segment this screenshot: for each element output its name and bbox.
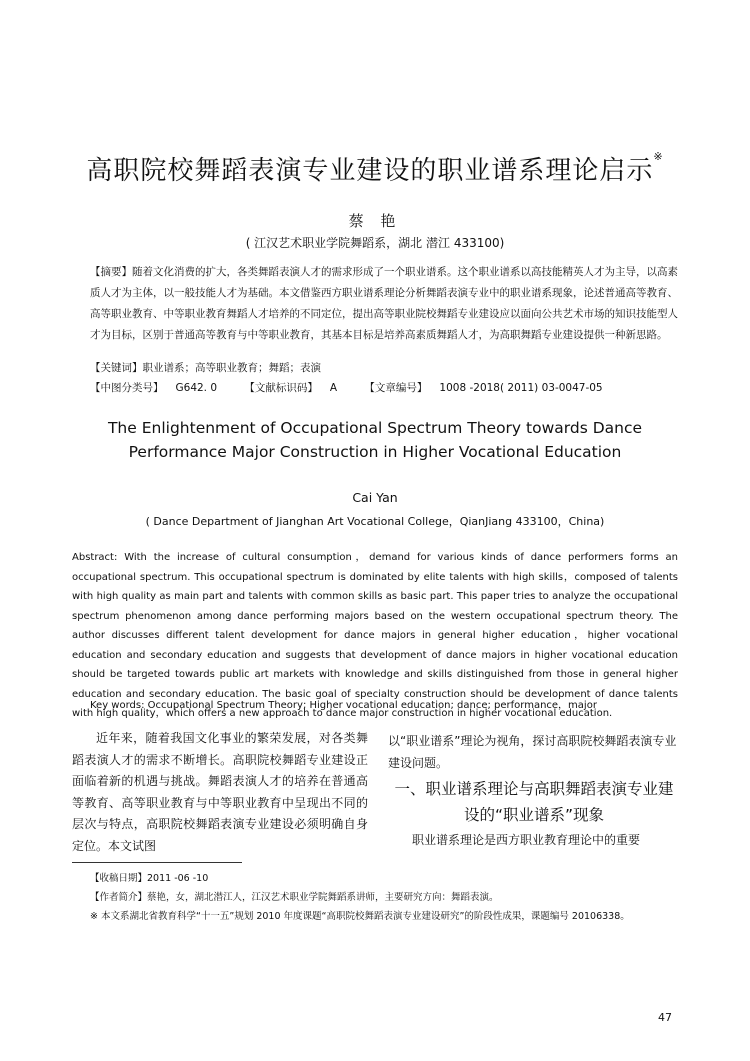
author-en: Cai Yan: [352, 490, 398, 505]
title-footnote-mark: ※: [653, 150, 664, 163]
title-en: The Enlightenment of Occupational Spectrum Theory towards Dance Performance Major Construction in Higher Vocational Education: [107, 419, 643, 461]
keywords-en-text: Occupational Spectrum Theory; Higher vocational education; dance; performance，major: [147, 700, 597, 711]
body-left-column: 近年来，随着我国文化事业的繁荣发展，对各类舞蹈表演人才的需求不断增长。高职院校舞蹈专业建设正面临着新的机遇与挑战。舞蹈表演人才的培养在普通高等教育、高等职业教育与中等职业教育中呈现出不同的层次与特点，高职院校舞蹈表演专业建设必须明确自身定位。本文试图: [72, 731, 368, 853]
footnote-divider: [72, 862, 242, 863]
article-no-field: 【文章编号】 1008 -2018( 2011) 03-0047-05: [364, 382, 603, 394]
title-cn: 高职院校舞蹈表演专业建设的职业谱系理论启示※: [86, 150, 664, 186]
keywords-cn-text: 职业谱系；高等职业教育；舞蹈；表演: [142, 362, 321, 374]
body-right-column-top: 以“职业谱系”理论为视角，探讨高职院校舞蹈表演专业建设问题。: [388, 734, 677, 770]
clc-field: 【中图分类号】 G642. 0: [90, 382, 218, 394]
keywords-en: [90, 696, 678, 711]
affiliation-en: ( Dance Department of Jianghan Art Vocational College，QianJiang 433100，China): [145, 515, 605, 528]
body-right-column-bottom: 职业谱系理论是西方职业教育理论中的重要: [412, 833, 641, 847]
abstract-cn: [90, 262, 678, 346]
footnote-received: 【收稿日期】2011 -06 -10: [90, 873, 209, 884]
affiliation-cn: ( 江汉艺术职业学院舞蹈系，湖北 潜江 433100): [245, 236, 505, 250]
classification-line: [90, 380, 678, 395]
abstract-cn-label: 【摘要】: [90, 266, 132, 278]
author-cn: 蔡 艳: [348, 212, 402, 230]
footnote-author: 【作者简介】蔡艳，女，湖北潜江人，江汉艺术职业学院舞蹈系讲师，主要研究方向：舞蹈表演。: [90, 892, 499, 903]
abstract-en-text: With the increase of cultural consumption，demand for various kinds of dance performers forms an occupational spectrum. This occupational spectrum is dominated by elite talents with high skills，composed of talents with high quality as main part and talents with common skills as basic part. This paper tries to analyze the occupational spectrum phenomenon among dance performing majors based on the western occupational spectrum theory. The author discusses different talent development for dance majors in general higher education，higher vocational education and secondary education and suggests that development of dance majors in higher vocational education should be targeted towards public art markets with knowledge and skills distinguished from those in general higher education and secondary education. The basic goal of specialty construction should be development of dance talents with high quality，which offers a new approach to dance major construction in higher vocational education.: [72, 552, 678, 719]
doc-code-field: 【文献标识码】 A: [244, 382, 338, 394]
page-number: 47: [658, 1011, 672, 1024]
abstract-cn-text: 随着文化消费的扩大，各类舞蹈表演人才的需求形成了一个职业谱系。这个职业谱系以高技能精英人才为主导，以高素质人才为主体，以一般技能人才为基础。本文借鉴西方职业谱系理论分析舞蹈表演专业中的职业谱系现象，论述普通高等教育、高等职业教育、中等职业教育舞蹈人才培养的不同定位，提出高等职业院校舞蹈专业建设应以面向公共艺术市场的知识技能型人才为目标，区别于普通高等教育与中等职业教育，其基本目标是培养高素质舞蹈人才，为高职舞蹈专业建设提供一种新思路。: [90, 266, 678, 341]
section-heading: 一、职业谱系理论与高职舞蹈表演专业建设的“职业谱系”现象: [394, 780, 674, 824]
keywords-en-label: Key words:: [90, 700, 145, 711]
keywords-cn-label: 【关键词】: [90, 362, 143, 374]
abstract-en-label: Abstract:: [72, 552, 118, 563]
footnote-fund: ※ 本文系湖北省教育科学“十一五”规划 2010 年度课题“高职院校舞蹈表演专业建设研究”的阶段性成果，课题编号 20106338。: [90, 911, 630, 922]
keywords-cn: [90, 360, 678, 375]
